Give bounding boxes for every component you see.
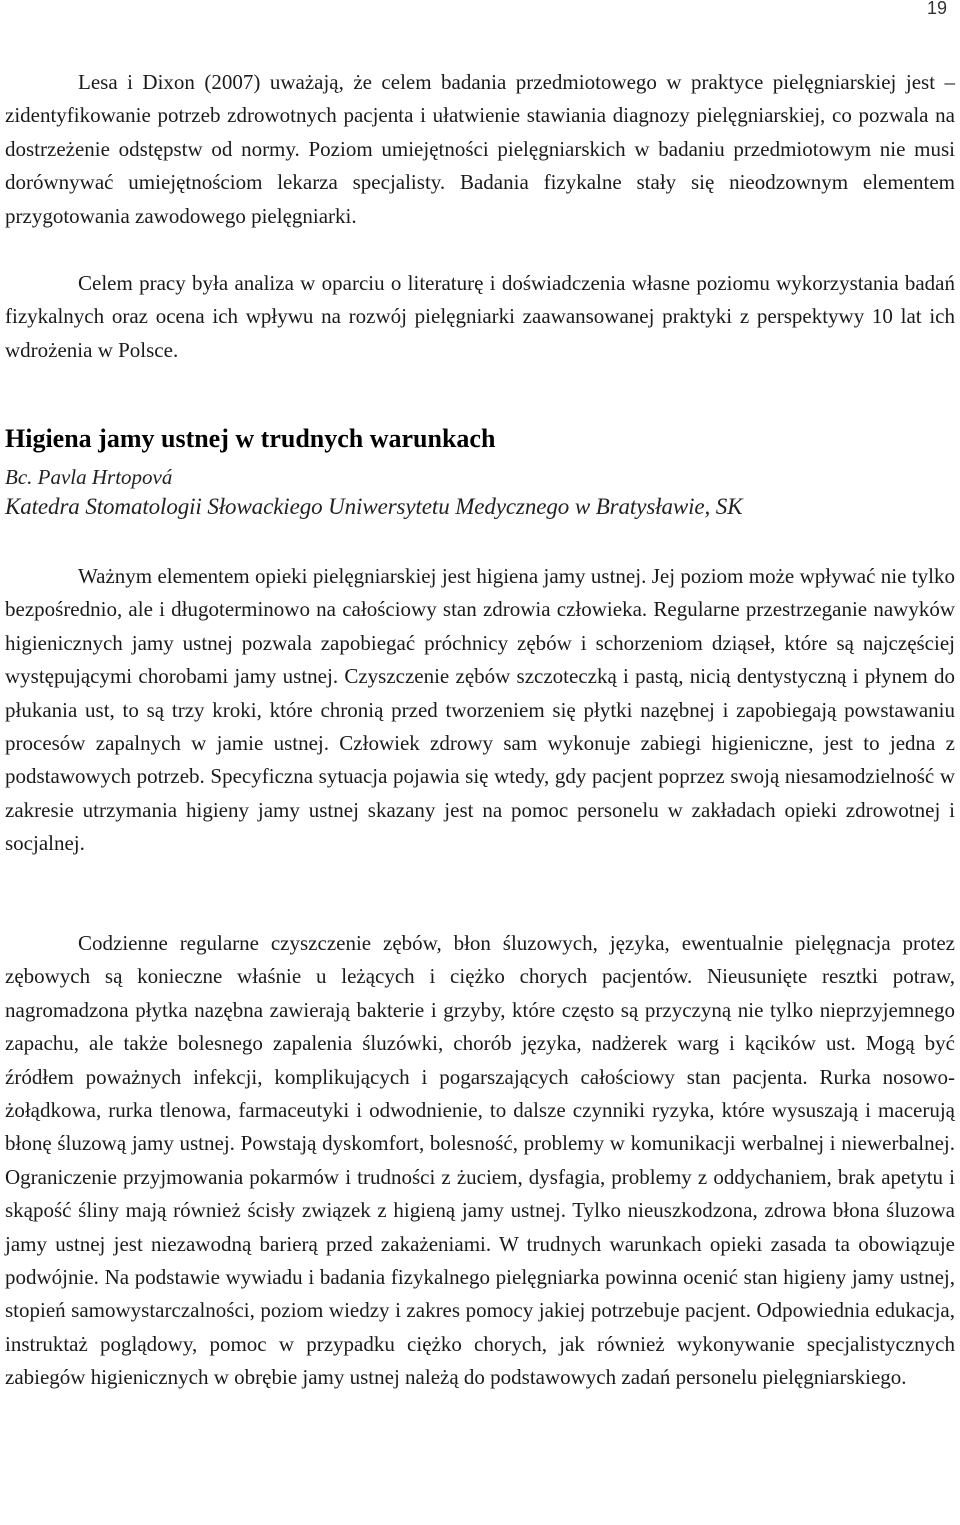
article-affiliation: Katedra Stomatologii Słowackiego Uniwersytetu Medycznego w Bratysławie, SK	[5, 494, 743, 519]
page-number: 19	[926, 0, 947, 18]
article-author: Bc. Pavla Hrtopová	[5, 465, 173, 489]
document-page	[5, 0, 955, 1525]
article-paragraph-1: Ważnym elementem opieki pielęgniarskiej jest higiena jamy ustnej. Jej poziom może wpływać nie tylko bezpośrednio, ale i długoterminowo na całościowy stan zdrowia człowieka. Regularne przestrzeganie nawyków higienicznych jamy ustnej pozwala zapobiegać próchnicy zębów i schorzeniom dziąseł, które są najczęściej występującymi chorobami jamy ustnej. Czyszczenie zębów szczoteczką i pastą, nicią dentystyczną i płynem do płukania ust, to są trzy kroki, które chronią przed tworzeniem się płytki nazębnej i zapobiegają powstawaniu procesów zapalnych w jamie ustnej. Człowiek zdrowy sam wykonuje zabiegi higieniczne, jest to jedna z podstawowych potrzeb. Specyficzna sytuacja pojawia się wtedy, gdy pacjent poprzez swoją niesamodzielność w zakresie utrzymania higieny jamy ustnej skazany jest na pomoc personelu w zakładach opieki zdrowotnej i socjalnej.	[5, 564, 955, 856]
article-title: Higiena jamy ustnej w trudnych warunkach	[5, 424, 496, 453]
article-paragraph-2: Codzienne regularne czyszczenie zębów, błon śluzowych, języka, ewentualnie pielęgnacja protez zębowych są konieczne właśnie u leżących i ciężko chorych pacjentów. Nieusunięte resztki potraw, nagromadzona płytka nazębna zawierają bakterie i grzyby, które często są przyczyną nie tylko nieprzyjemnego zapachu, ale także bolesnego zapalenia śluzówki, chorób języka, nadżerek warg i kącików ust. Mogą być źródłem poważnych infekcji, komplikujących i pogarszających całościowy stan pacjenta. Rurka nosowo-żołądkowa, rurka tlenowa, farmaceutyki i odwodnienie, to dalsze czynniki ryzyka, które wysuszają i macerują błonę śluzową jamy ustnej. Powstają dyskomfort, bolesność, problemy w komunikacji werbalnej i niewerbalnej. Ograniczenie przyjmowania pokarmów i trudności z żuciem, dysfagia, problemy z oddychaniem, brak apetytu i skąpość śliny mają również ścisły związek z higieną jamy ustnej. Tylko nieuszkodzona, zdrowa błona śluzowa jamy ustnej jest niezawodną barierą przed zakażeniami. W trudnych warunkach opieki zasada ta obowiązuje podwójnie. Na podstawie wywiadu i badania fizykalnego pielęgniarka powinna ocenić stan higieny jamy ustnej, stopień samowystarczalności, poziom wiedzy i zakres pomocy jakiej potrzebuje pacjent. Odpowiednia edukacja, instruktaż poglądowy, pomoc w przypadku ciężko chorych, jak również wykonywanie specjalistycznych zabiegów higienicznych w obrębie jamy ustnej należą do podstawowych zadań personelu pielęgniarskiego.	[5, 931, 955, 1390]
intro-paragraph-1: Lesa i Dixon (2007) uważają, że celem badania przedmiotowego w praktyce pielęgniarskiej jest – zidentyfikowanie potrzeb zdrowotnych pacjenta i ułatwienie stawiania diagnozy pielęgniarskiej, co pozwala na dostrzeżenie odstępstw od normy. Poziom umiejętności pielęgniarskich w badaniu przedmiotowym nie musi dorównywać umiejętnościom lekarza specjalisty. Badania fizykalne stały się nieodzownym elementem przygotowania zawodowego pielęgniarki.	[5, 70, 955, 228]
intro-paragraph-2: Celem pracy była analiza w oparciu o literaturę i doświadczenia własne poziomu wykorzystania badań fizykalnych oraz ocena ich wpływu na rozwój pielęgniarki zaawansowanej praktyki z perspektywy 10 lat ich wdrożenia w Polsce.	[5, 271, 955, 362]
